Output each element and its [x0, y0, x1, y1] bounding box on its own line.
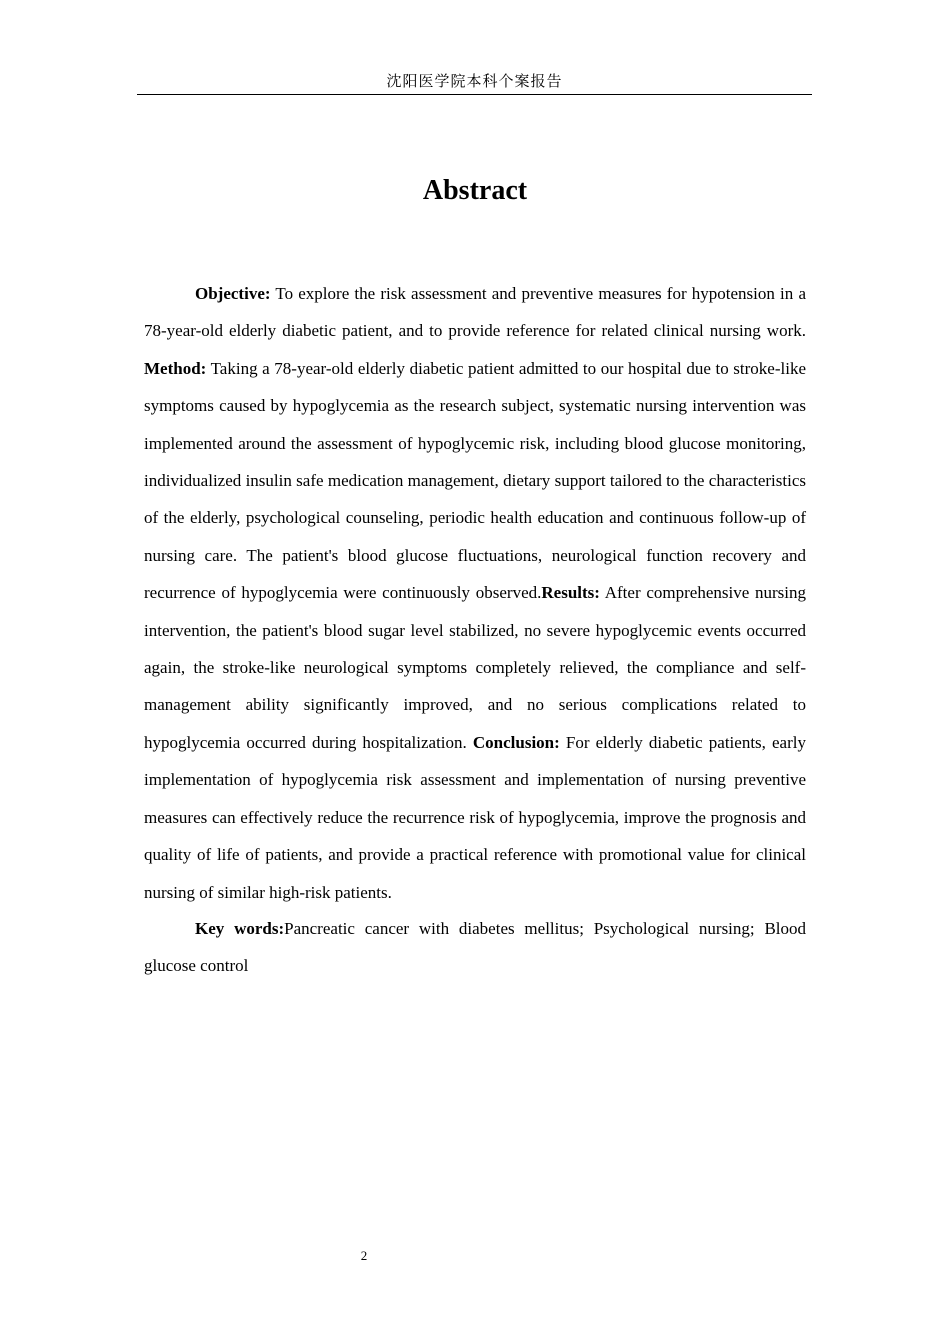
- page-number: 2: [360, 1248, 368, 1263]
- keywords-text: Pancreatic cancer with diabetes mellitus; Psychological nursing; Blood glucose control: [144, 918, 807, 976]
- objective-text: To explore the risk assessment and preventive measures for hypotension in a 78-year-old elderly diabetic patient, and to provide reference for related clinical nursing work.: [144, 284, 806, 341]
- conclusion-label: Conclusion:: [472, 732, 560, 752]
- results-text: After comprehensive nursing intervention, the patient's blood sugar level stabilized, no severe hypoglycemic events occurred again, the stroke-like neurological symptoms completely relieved, the compliance and self-management ability significantly improved, and no serious complications related to hypoglycemia occurred during hospitalization.: [144, 583, 806, 752]
- running-header: [137, 70, 812, 95]
- running-header-title: 沈阳医学院本科个案报告: [386, 72, 563, 90]
- page-title: Abstract: [422, 175, 528, 206]
- keywords-label: Key words:: [195, 918, 285, 938]
- keywords-paragraph: [144, 910, 806, 985]
- results-label: Results:: [541, 583, 600, 603]
- method-text: Taking a 78-year-old elderly diabetic patient admitted to our hospital due to stroke-like symptoms caused by hypoglycemia as the research subject, systematic nursing intervention was implemented around the assessment of hypoglycemic risk, including blood glucose monitoring, individualized insulin safe medication management, dietary support tailored to the characteristics of the elderly, psychological counseling, periodic health education and continuous follow-up of nursing care. The patient's blood glucose fluctuations, neurological function recovery and recurrence of hypoglycemia were continuously observed.: [144, 358, 806, 603]
- abstract-paragraph: [144, 275, 806, 911]
- method-label: Method:: [144, 358, 207, 378]
- conclusion-text: For elderly diabetic patients, early implementation of hypoglycemia risk assessment and implementation of nursing preventive measures can effectively reduce the recurrence risk of hypoglycemia, improve the prognosis and quality of life of patients, and provide a practical reference with promotional value for clinical nursing of similar high-risk patients.: [144, 732, 806, 902]
- objective-label: Objective:: [195, 284, 271, 303]
- abstract-body: [144, 275, 806, 985]
